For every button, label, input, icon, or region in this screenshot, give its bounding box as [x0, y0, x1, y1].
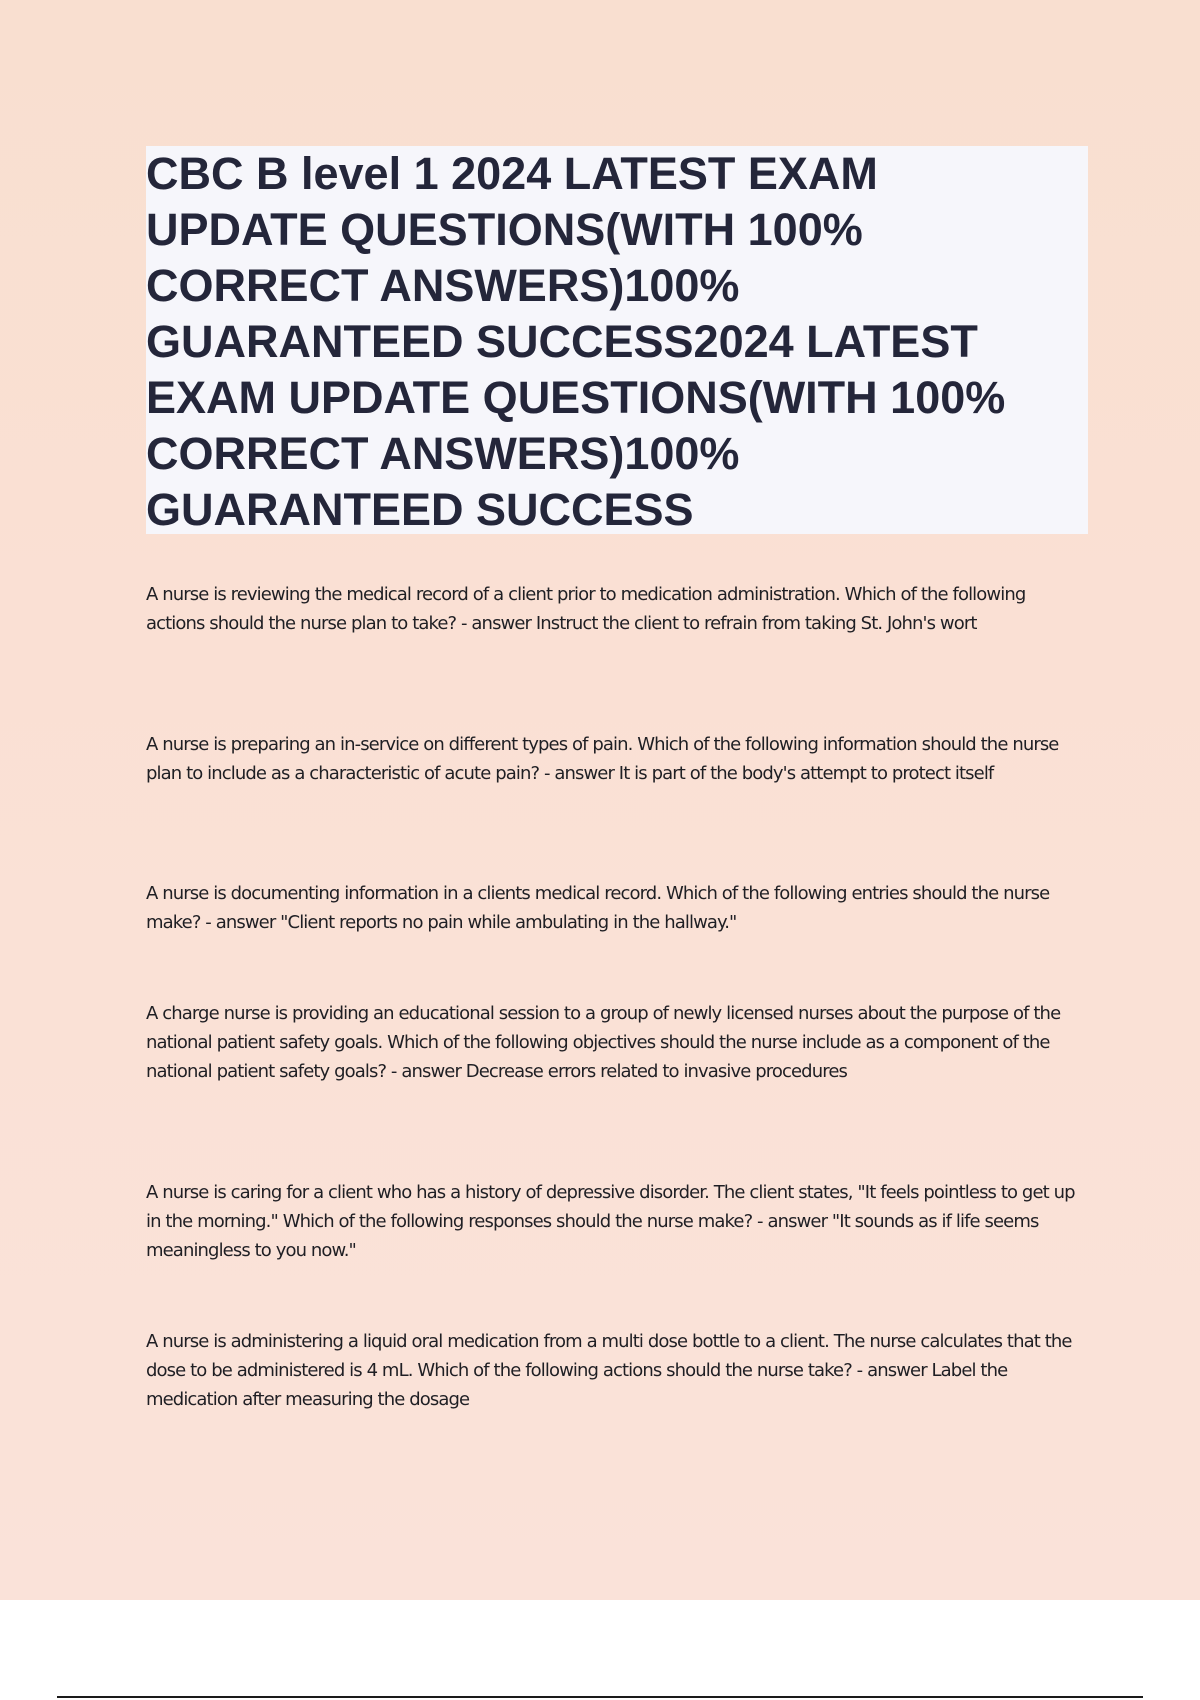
question-answer-1: A nurse is reviewing the medical record of a client prior to medication administration. Which of the following actions should the nurse plan to take? - answer Instruct the client to refrain from taking St. John's wort	[146, 584, 1026, 634]
document-title: CBC B level 1 2024 LATEST EXAM UPDATE QUESTIONS(WITH 100% CORRECT ANSWERS)100% GUARANTEED SUCCESS2024 LATEST EXAM UPDATE QUESTIONS(WITH 100% CORRECT ANSWERS)100% GUARANTEED SUCCESS	[146, 148, 1006, 535]
footer-divider	[57, 1696, 1143, 1698]
question-answer-5: A nurse is caring for a client who has a history of depressive disorder. The client states, "It feels pointless to get up in the morning." Which of the following responses should the nurse make? - answer "It sounds as if life seems meaningless to you now."	[146, 1182, 1075, 1261]
question-answer-2: A nurse is preparing an in-service on different types of pain. Which of the following information should the nurse plan to include as a characteristic of acute pain? - answer It is part of the body's attempt to protect itself	[146, 734, 1059, 784]
question-answer-6: A nurse is administering a liquid oral medication from a multi dose bottle to a client. The nurse calculates that the dose to be administered is 4 mL. Which of the following actions should the nurse take? - answer Label the medication after measuring the dosage	[146, 1331, 1072, 1410]
question-answer-3: A nurse is documenting information in a clients medical record. Which of the following entries should the nurse make? - answer "Client reports no pain while ambulating in the hallway."	[146, 883, 1050, 933]
question-answer-4: A charge nurse is providing an educational session to a group of newly licensed nurses about the purpose of the national patient safety goals. Which of the following objectives should the nurse include as a component of the national patient safety goals? - answer Decrease errors related to invasive procedures	[146, 1003, 1061, 1082]
